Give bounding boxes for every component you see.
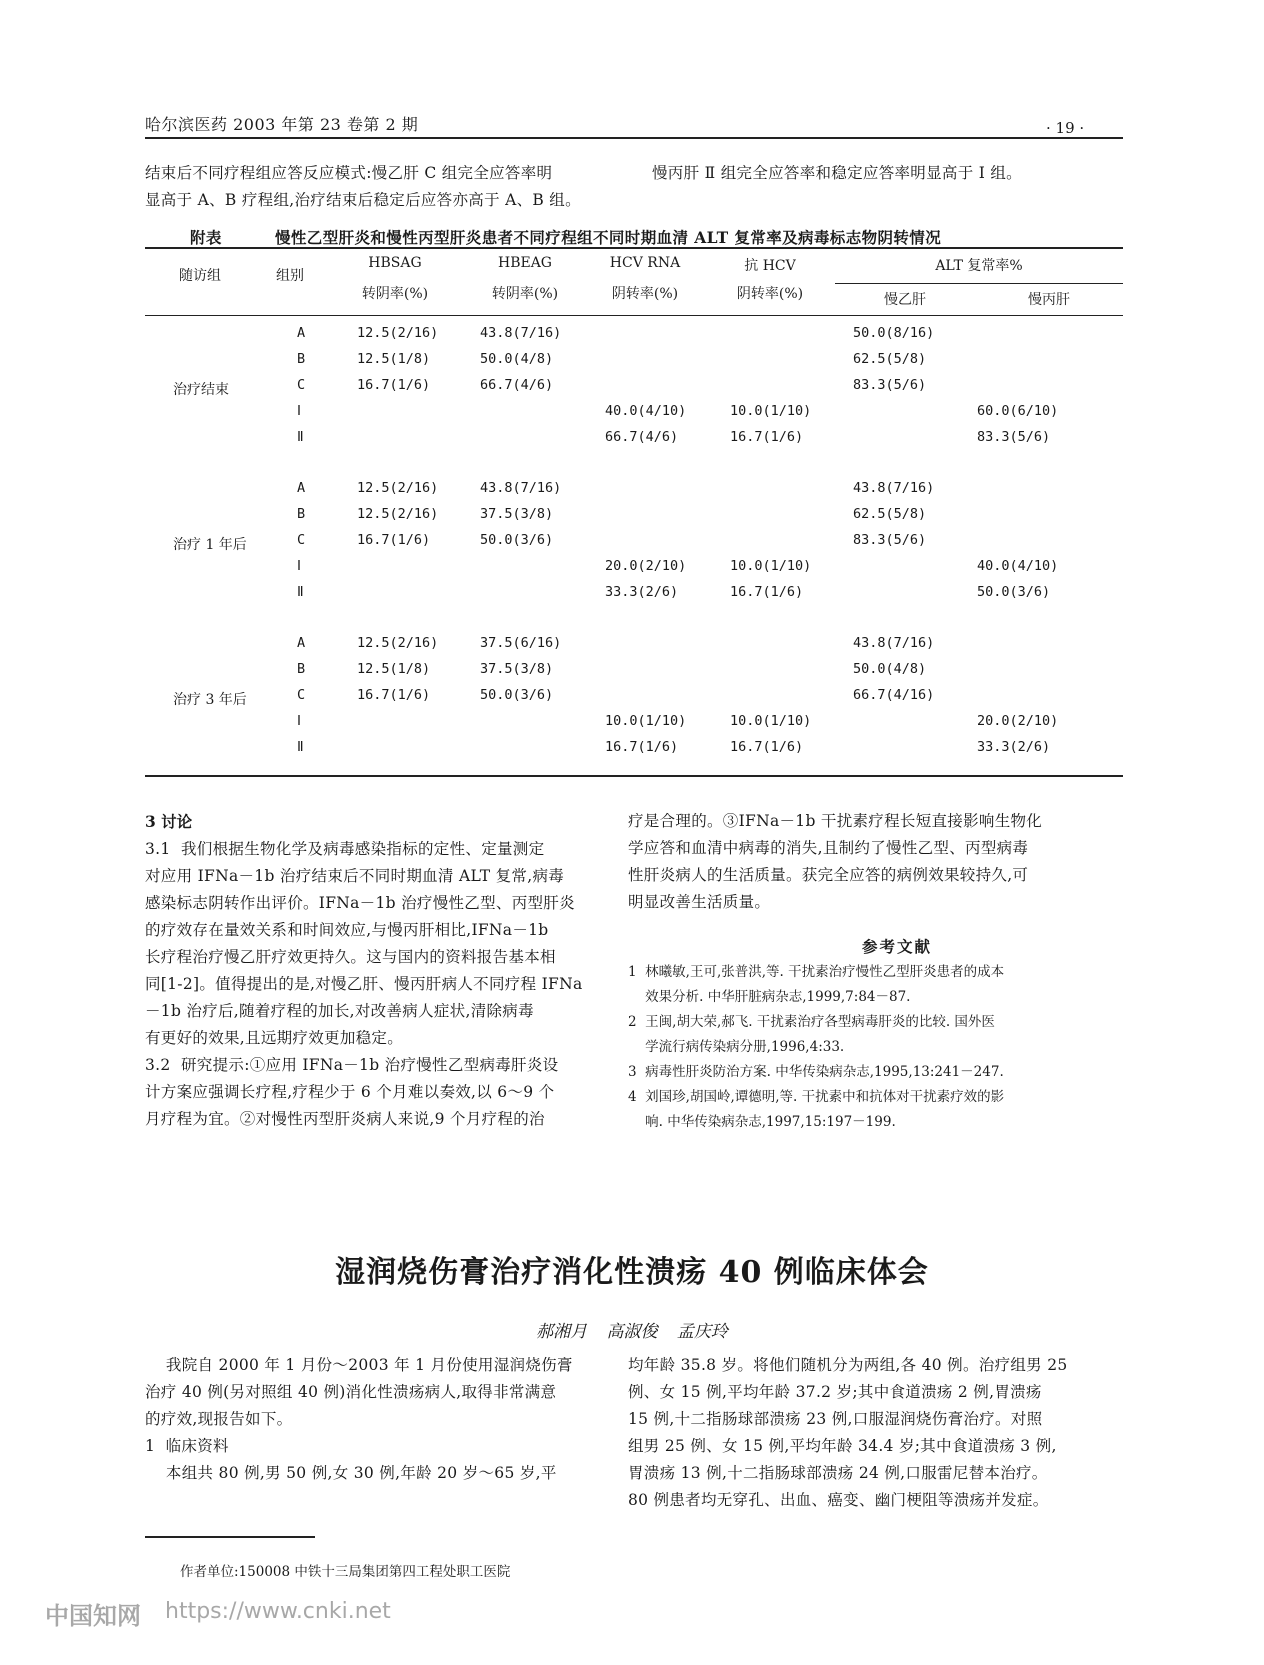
header-rule: [145, 137, 1123, 139]
table-cell: 37.5(3/8): [480, 661, 554, 677]
header-anti-hcv: 抗 HCV: [744, 258, 796, 274]
discussion-line: 学应答和血清中病毒的消失,且制约了慢性乙型、丙型病毒: [628, 839, 1029, 857]
article-right: [628, 1352, 1118, 1514]
group-cell: C: [297, 532, 306, 548]
group-cell: B: [297, 506, 306, 522]
alt-subheader-rule: [835, 283, 1123, 284]
footnote-rule: [145, 1536, 315, 1538]
discussion-line: 计方案应强调长疗程,疗程少于 6 个月难以奏效,以 6～9 个: [145, 1083, 555, 1101]
article-line: 组男 25 例、女 15 例,平均年龄 34.4 岁;其中食道溃疡 3 例,: [628, 1437, 1057, 1455]
article-line: 例、女 15 例,平均年龄 37.2 岁;其中食道溃疡 2 例,胃溃疡: [628, 1383, 1042, 1401]
reference-line: 4 刘国珍,胡国岭,谭德明,等. 干扰素中和抗体对干扰素疗效的影: [628, 1089, 1005, 1105]
references-list: [628, 960, 1118, 1135]
header-hcv: HCV RNA: [609, 255, 681, 271]
table-cell: 10.0(1/10): [730, 713, 812, 729]
group-cell: A: [297, 325, 306, 341]
table-cell: 50.0(3/6): [977, 584, 1051, 600]
intro-right: [652, 160, 1122, 187]
article-line: 胃溃疡 13 例,十二指肠球部溃疡 24 例,口服雷尼替本治疗。: [628, 1464, 1048, 1482]
table-cell: 10.0(1/10): [730, 403, 812, 419]
discussion-line: 3.2 研究提示:①应用 IFNa－1b 治疗慢性乙型病毒肝炎设: [145, 1056, 559, 1074]
discussion-line: 疗是合理的。③IFNa－1b 干扰素疗程长短直接影响生物化: [628, 812, 1043, 830]
header-group: 组别: [276, 268, 304, 284]
table-cell: 40.0(4/10): [977, 558, 1059, 574]
table-cell: 43.8(7/16): [480, 325, 562, 341]
reference-line: 学流行病传染病分册,1996,4:33.: [628, 1039, 845, 1055]
article-title: 湿润烧伤膏治疗消化性溃疡 40 例临床体会: [335, 1255, 929, 1290]
table-cell: 83.3(5/6): [853, 377, 927, 393]
table-cell: 12.5(1/8): [357, 661, 431, 677]
references-title: 参考文献: [862, 937, 933, 956]
table-cell: 12.5(2/16): [357, 480, 439, 496]
discussion-line: 3.1 我们根据生物化学及病毒感染指标的定性、定量测定: [145, 840, 545, 858]
table-cell: 37.5(3/8): [480, 506, 554, 522]
article-line: 80 例患者均无穿孔、出血、癌变、幽门梗阻等溃疡并发症。: [628, 1491, 1049, 1509]
table-cell: 16.7(1/6): [730, 429, 804, 445]
discussion-line: 月疗程为宜。②对慢性丙型肝炎病人来说,9 个月疗程的治: [145, 1110, 545, 1128]
group-cell: Ⅱ: [297, 739, 304, 755]
table-label: 附表: [190, 228, 222, 247]
group-cell: C: [297, 377, 306, 393]
group-cell: A: [297, 635, 306, 651]
table-cell: 40.0(4/10): [605, 403, 687, 419]
group-cell: Ⅰ: [297, 403, 301, 419]
table-cell: 50.0(4/8): [853, 661, 927, 677]
table-caption: 慢性乙型肝炎和慢性丙型肝炎患者不同疗程组不同时期血清 ALT 复常率及病毒标志物阴转情况: [275, 228, 942, 247]
group-cell: B: [297, 661, 306, 677]
table-cell: 66.7(4/6): [605, 429, 679, 445]
table-cell: 16.7(1/6): [357, 377, 431, 393]
table-cell: 37.5(6/16): [480, 635, 562, 651]
reference-line: 1 林曦敏,王可,张普洪,等. 干扰素治疗慢性乙型肝炎患者的成本: [628, 964, 1005, 980]
table-cell: 16.7(1/6): [730, 739, 804, 755]
header-bottom-rule: [145, 315, 1123, 316]
table-cell: 62.5(5/8): [853, 506, 927, 522]
reference-line: 3 病毒性肝炎防治方案. 中华传染病杂志,1995,13:241－247.: [628, 1064, 1004, 1080]
reference-line: 2 王闽,胡大荣,郝飞. 干扰素治疗各型病毒肝炎的比较. 国外医: [628, 1014, 995, 1030]
cnki-watermark-logo: 中国知网: [45, 1602, 141, 1630]
journal-header: 哈尔滨医药 2003 年第 23 卷第 2 期: [145, 115, 419, 134]
intro-left-line: 结束后不同疗程组应答反应模式:慢乙肝 C 组完全应答率明: [145, 164, 553, 182]
table-cell: 50.0(8/16): [853, 325, 935, 341]
header-anti-hcv-sub: 阴转率(%): [736, 286, 804, 302]
table-cell: 12.5(2/16): [357, 635, 439, 651]
article-line: 的疗效,现报告如下。: [145, 1410, 293, 1428]
table-cell: 10.0(1/10): [730, 558, 812, 574]
group-cell: B: [297, 351, 306, 367]
header-hbsag: HBSAG: [368, 255, 422, 271]
header-alt-hbv: 慢乙肝: [884, 292, 926, 308]
table-cell: 16.7(1/6): [357, 532, 431, 548]
table-cell: 50.0(3/6): [480, 532, 554, 548]
discussion-line: 对应用 IFNa－1b 治疗结束后不同时期血清 ALT 复常,病毒: [145, 867, 565, 885]
table-cell: 50.0(3/6): [480, 687, 554, 703]
discussion-line: －1b 治疗后,随着疗程的加长,对改善病人症状,清除病毒: [145, 1002, 534, 1020]
article-left: [145, 1352, 615, 1487]
table-cell: 66.7(4/16): [853, 687, 935, 703]
discussion-line: 明显改善生活质量。: [628, 893, 771, 911]
table-cell: 43.8(7/16): [853, 480, 935, 496]
table-cell: 83.3(5/6): [977, 429, 1051, 445]
intro-left: [145, 160, 615, 214]
header-hbsag-sub: 转阴率(%): [361, 286, 429, 302]
table-cell: 33.3(2/6): [977, 739, 1051, 755]
header-alt-hcv: 慢丙肝: [1028, 292, 1070, 308]
discussion-line: 同[1-2]。值得提出的是,对慢乙肝、慢丙肝病人不同疗程 IFNa: [145, 975, 583, 993]
group-cell: C: [297, 687, 306, 703]
group-cell: Ⅱ: [297, 584, 304, 600]
article-line: 我院自 2000 年 1 月份～2003 年 1 月份使用湿润烧伤膏: [145, 1356, 573, 1374]
discussion-line: 的疗效存在量效关系和时间效应,与慢丙肝相比,IFNa－1b: [145, 921, 549, 939]
article-authors: 郝湘月 高淑俊 孟庆玲: [536, 1322, 728, 1342]
header-alt: ALT 复常率%: [935, 258, 1023, 274]
discussion-line: 感染标志阴转作出评价。IFNa－1b 治疗慢性乙型、丙型肝炎: [145, 894, 575, 912]
group-cell: Ⅰ: [297, 558, 301, 574]
reference-line: 效果分析. 中华肝脏病杂志,1999,7:84－87.: [628, 989, 911, 1005]
header-visit: 随访组: [179, 268, 221, 284]
page-number: · 19 ·: [1046, 119, 1085, 137]
article-line: 治疗 40 例(另对照组 40 例)消化性溃疡病人,取得非常满意: [145, 1383, 557, 1401]
group-cell: A: [297, 480, 306, 496]
table-cell: 12.5(1/8): [357, 351, 431, 367]
table-cell: 10.0(1/10): [605, 713, 687, 729]
table-cell: 50.0(4/8): [480, 351, 554, 367]
table-cell: 20.0(2/10): [605, 558, 687, 574]
table-cell: 16.7(1/6): [730, 584, 804, 600]
table-cell: 16.7(1/6): [605, 739, 679, 755]
table-cell: 66.7(4/6): [480, 377, 554, 393]
discussion-left: [145, 836, 615, 1133]
discussion-line: 长疗程治疗慢乙肝疗效更持久。这与国内的资料报告基本相: [145, 948, 556, 966]
table-cell: 20.0(2/10): [977, 713, 1059, 729]
visit-group-label: 治疗 3 年后: [173, 692, 247, 708]
header-hbeag-sub: 转阴率(%): [491, 286, 559, 302]
table-cell: 16.7(1/6): [357, 687, 431, 703]
table-cell: 62.5(5/8): [853, 351, 927, 367]
visit-group-label: 治疗结束: [173, 382, 229, 398]
group-cell: Ⅱ: [297, 429, 304, 445]
discussion-line: 性肝炎病人的生活质量。获完全应答的病例效果较持久,可: [628, 866, 1029, 884]
table-cell: 60.0(6/10): [977, 403, 1059, 419]
article-line: 1 临床资料: [145, 1437, 229, 1455]
header-hbeag: HBEAG: [497, 255, 552, 271]
visit-group-label: 治疗 1 年后: [173, 537, 247, 553]
table-cell: 43.8(7/16): [853, 635, 935, 651]
table-cell: 12.5(2/16): [357, 325, 439, 341]
table-cell: 12.5(2/16): [357, 506, 439, 522]
table-cell: 83.3(5/6): [853, 532, 927, 548]
table-cell: 43.8(7/16): [480, 480, 562, 496]
reference-line: 响. 中华传染病杂志,1997,15:197－199.: [628, 1114, 896, 1130]
discussion-line: 有更好的效果,且远期疗效更加稳定。: [145, 1029, 404, 1047]
header-hcv-sub: 阴转率(%): [611, 286, 679, 302]
table-cell: 33.3(2/6): [605, 584, 679, 600]
author-affiliation: 作者单位:150008 中铁十三局集团第四工程处职工医院: [180, 1564, 511, 1580]
intro-right-line: 慢丙肝 Ⅱ 组完全应答率和稳定应答率明显高于 Ⅰ 组。: [652, 164, 1022, 182]
group-cell: Ⅰ: [297, 713, 301, 729]
table-top-rule: [145, 247, 1123, 249]
data-table: [145, 245, 1123, 785]
intro-left-line: 显高于 A、B 疗程组,治疗结束后稳定后应答亦高于 A、B 组。: [145, 191, 581, 209]
article-line: 本组共 80 例,男 50 例,女 30 例,年龄 20 岁～65 岁,平: [145, 1464, 557, 1482]
discussion-heading: 3 讨论: [145, 812, 193, 831]
table-bottom-rule: [145, 775, 1123, 777]
discussion-right: [628, 808, 1118, 916]
cnki-watermark-url[interactable]: https://www.cnki.net: [165, 1599, 391, 1624]
article-line: 均年龄 35.8 岁。将他们随机分为两组,各 40 例。治疗组男 25: [628, 1356, 1068, 1374]
article-line: 15 例,十二指肠球部溃疡 23 例,口服湿润烧伤膏治疗。对照: [628, 1410, 1043, 1428]
